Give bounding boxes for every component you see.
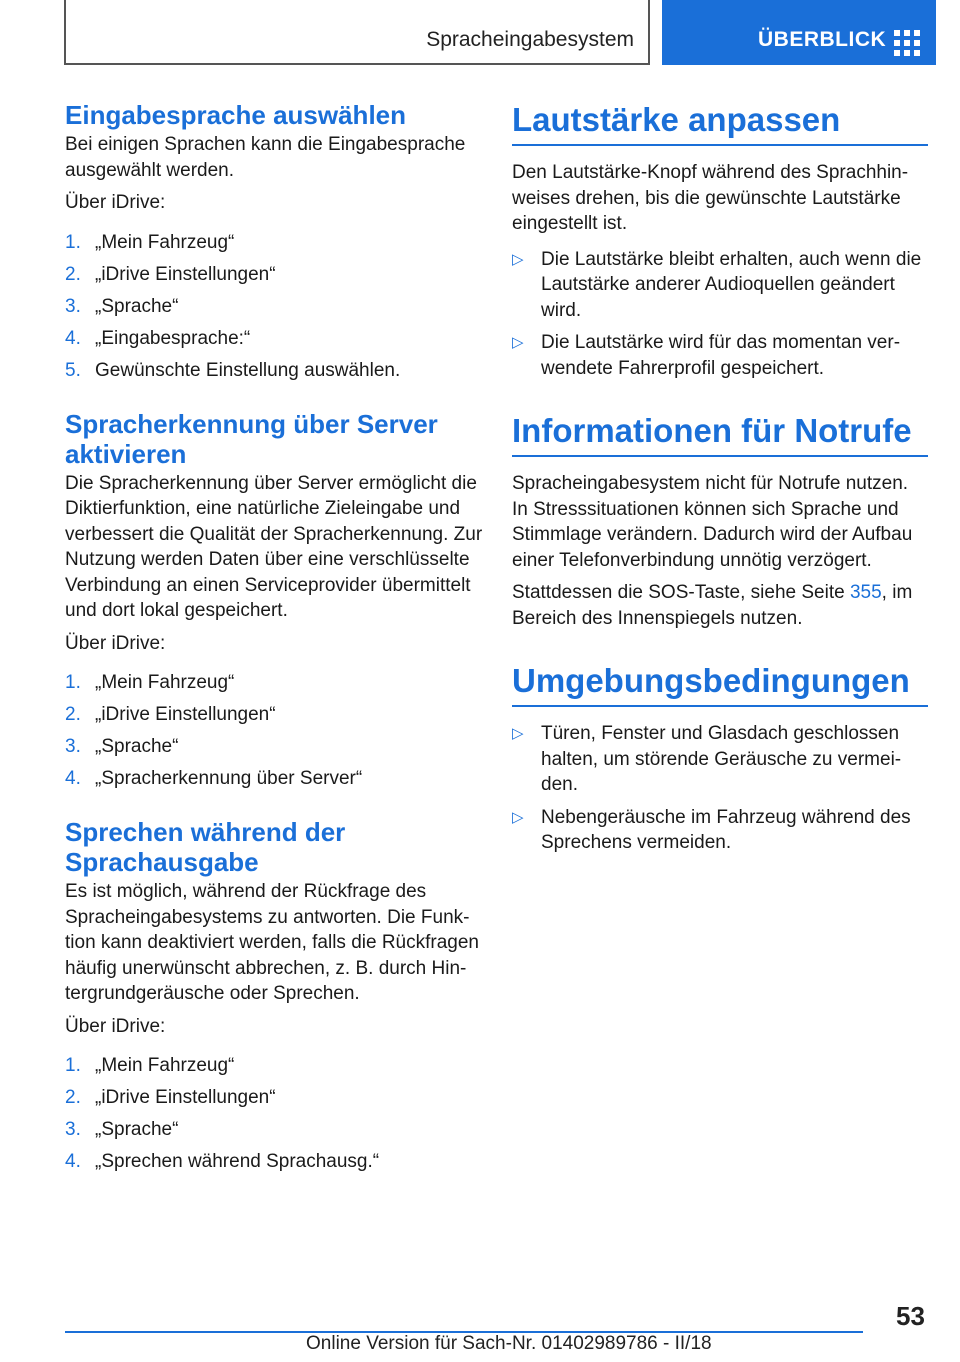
list-item bbox=[512, 247, 928, 324]
section-lautstaerke bbox=[512, 100, 928, 381]
section-heading: Umgebungsbedingungen bbox=[512, 661, 928, 707]
list-item bbox=[65, 323, 483, 355]
section-sprechen-sprachausgabe bbox=[65, 817, 483, 1178]
header-chapter-tab[interactable] bbox=[662, 0, 936, 65]
section-umgebungsbedingungen bbox=[512, 661, 928, 856]
section-heading: Eingabesprache auswählen bbox=[65, 100, 407, 130]
step-text: „Mein Fahrzeug“ bbox=[95, 1055, 235, 1076]
section-notrufe bbox=[512, 411, 928, 631]
step-text: „iDrive Einstellungen“ bbox=[95, 1087, 276, 1108]
paragraph: Über iDrive: bbox=[65, 1015, 166, 1037]
triangle-bullet-icon: ▷ bbox=[512, 334, 524, 351]
step-text: „Sprache“ bbox=[95, 736, 179, 757]
step-text: „Sprechen während Sprachausg.“ bbox=[95, 1151, 380, 1172]
paragraph: Über iDrive: bbox=[65, 632, 166, 654]
list-item bbox=[65, 1146, 483, 1178]
list-item bbox=[65, 291, 483, 323]
header-chapter-label: ÜBERBLICK bbox=[758, 28, 887, 51]
step-number: 1. bbox=[65, 231, 81, 253]
triangle-bullet-icon: ▷ bbox=[512, 808, 524, 826]
section-heading: Informationen für Notrufe bbox=[512, 411, 928, 457]
list-item bbox=[65, 1082, 483, 1114]
section-heading: Lautstärke anpassen bbox=[512, 100, 928, 146]
step-text: „iDrive Einstellungen“ bbox=[95, 263, 276, 285]
step-list bbox=[65, 227, 483, 387]
left-column bbox=[65, 100, 483, 1178]
list-item bbox=[65, 1050, 483, 1082]
step-number: 4. bbox=[65, 1151, 81, 1172]
right-column bbox=[512, 100, 928, 863]
step-number: 1. bbox=[65, 672, 81, 693]
list-item bbox=[65, 667, 483, 699]
bullet-text: Die Lautstärke bleibt erhalten, auch wenn die Lautstärke anderer Audioquellen geändert wird. bbox=[541, 248, 922, 321]
grid-icon bbox=[894, 30, 920, 56]
text: , im Bereich des Innenspiegels nutzen. bbox=[512, 582, 913, 629]
step-number: 4. bbox=[65, 327, 81, 349]
page-number: 53 bbox=[896, 1301, 925, 1331]
step-text: „Sprache“ bbox=[95, 295, 179, 317]
paragraph: Spracheingabesystem nicht für Notrufe nutzen. In Stresssituationen können sich Sprache und Stimmlage verändern. Dadurch wird der Aufbau einer Telefonverbindung unnötig verzögert. bbox=[512, 473, 913, 571]
section-heading: Sprechen während der Sprachausgabe bbox=[65, 817, 346, 877]
section-eingabesprache bbox=[65, 100, 483, 387]
section-heading: Spracherkennung über Server aktivieren bbox=[65, 408, 438, 469]
step-text: „iDrive Einstellungen“ bbox=[95, 704, 276, 725]
list-item bbox=[65, 763, 483, 795]
step-list bbox=[65, 1050, 483, 1178]
paragraph: Den Lautstärke-Knopf während des Sprachhinweises drehen, bis die gewünschte Lautstärke eingestellt ist. bbox=[512, 162, 909, 234]
step-number: 2. bbox=[65, 704, 81, 725]
section-spracherkennung-server bbox=[65, 409, 483, 796]
bullet-list bbox=[512, 721, 928, 856]
page-link[interactable]: 355 bbox=[849, 582, 882, 603]
paragraph bbox=[512, 580, 928, 631]
step-text: „Spracherkennung über Server“ bbox=[95, 768, 363, 789]
step-text: „Eingabesprache:“ bbox=[95, 327, 251, 349]
paragraph: Bei einigen Sprachen kann die Eingabesprache ausgewählt werden. bbox=[65, 134, 466, 181]
list-item bbox=[65, 355, 483, 387]
triangle-bullet-icon: ▷ bbox=[512, 250, 524, 268]
step-number: 5. bbox=[65, 359, 81, 381]
list-item bbox=[65, 227, 483, 259]
step-number: 2. bbox=[65, 263, 81, 285]
header-section-box bbox=[64, 0, 650, 65]
paragraph: Über iDrive: bbox=[65, 192, 166, 213]
step-text: Gewünschte Einstellung auswählen. bbox=[95, 359, 401, 381]
bullet-text: Türen, Fenster und Glasdach geschlossen halten, um störende Geräusche zu vermeiden. bbox=[541, 723, 902, 795]
bullet-text: Die Lautstärke wird für das momentan verwendete Fahrerprofil gespeichert. bbox=[541, 332, 901, 379]
list-item bbox=[512, 805, 928, 856]
step-number: 1. bbox=[65, 1055, 81, 1076]
step-number: 3. bbox=[65, 736, 81, 757]
header-section-title: Spracheingabesystem bbox=[426, 28, 634, 51]
list-item bbox=[65, 699, 483, 731]
bullet-list bbox=[512, 247, 928, 382]
step-number: 3. bbox=[65, 1119, 81, 1140]
list-item bbox=[512, 330, 928, 381]
paragraph: Es ist möglich, während der Rückfrage des Spracheingabesystems zu antworten. Die Funktion kann deaktiviert werden, falls die Rückfragen häufig unerwünscht abbrechen, z. B. durch Hintergrundgeräusche oder Sprechen. bbox=[65, 881, 480, 1004]
step-text: „Mein Fahrzeug“ bbox=[95, 672, 235, 693]
step-number: 4. bbox=[65, 768, 81, 789]
list-item bbox=[65, 1114, 483, 1146]
list-item bbox=[65, 731, 483, 763]
bullet-text: Nebengeräusche im Fahrzeug während des Sprechens vermeiden. bbox=[541, 806, 911, 853]
text: Stattdessen die SOS-Taste, siehe Seite bbox=[512, 582, 850, 603]
footer-version-text: Online Version für Sach-Nr. 01402989786 - II/18 bbox=[306, 1333, 712, 1354]
list-item bbox=[65, 259, 483, 291]
list-item bbox=[512, 721, 928, 798]
triangle-bullet-icon: ▷ bbox=[512, 725, 524, 742]
step-number: 3. bbox=[65, 295, 81, 317]
paragraph: Die Spracherkennung über Server ermöglicht die Diktierfunktion, eine natürliche Zieleingabe und verbessert die Qualität der Spracherkennung. Zur Nutzung werden Daten über eine verschlüsselte Verbindung an einen Serviceprovider übermittelt und dort lokal gespeichert. bbox=[65, 472, 483, 621]
step-text: „Sprache“ bbox=[95, 1119, 179, 1140]
step-number: 2. bbox=[65, 1087, 81, 1108]
step-list bbox=[65, 667, 483, 795]
step-text: „Mein Fahrzeug“ bbox=[95, 231, 235, 253]
